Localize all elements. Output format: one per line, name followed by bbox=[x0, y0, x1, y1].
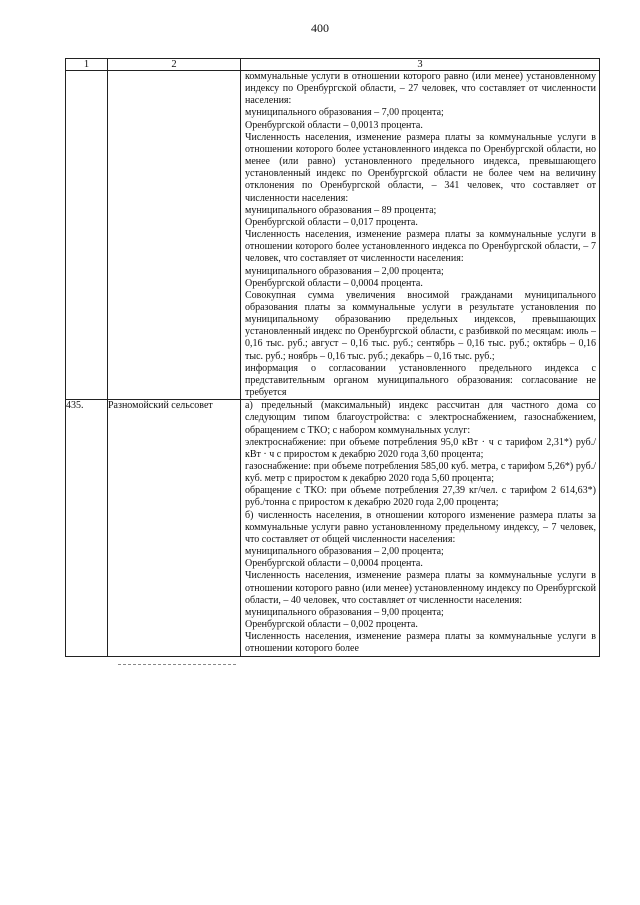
paragraph: муниципального образования – 89 процента; bbox=[245, 204, 437, 216]
paragraph: Численность населения, изменение размера платы за коммунальные услуги в отношении которого равно (или менее) установленному индексу по Оренбургской области, – 40 человек, что составляет от численности населения: bbox=[245, 570, 596, 606]
paragraph: а) предельный (максимальный) индекс рассчитан для частного дома со следующим типом благоустройства: с электроснабжением, газоснабжением, обращением с ТКО; с набором коммунальных услуг: bbox=[245, 400, 596, 436]
scan-artifact-line bbox=[118, 664, 236, 665]
paragraph: информация о согласовании установленного предельного индекса с представительным органом муниципального образования: согласование не требуется bbox=[245, 362, 596, 399]
data-table bbox=[65, 58, 600, 657]
paragraph: б) численность населения, в отношении которого изменение размера платы за коммунальные услуги равно установленному предельному индексу, – 7 человек, что составляет от общей численности населения: bbox=[245, 509, 596, 545]
row-content bbox=[241, 71, 600, 400]
column-header-2: 2 bbox=[108, 59, 241, 71]
paragraph: Численность населения, изменение размера платы за коммунальные услуги в отношении которого более установленного индекса по Оренбургской области, – 7 человек, что составляет от численности населения: bbox=[245, 229, 596, 265]
table-row bbox=[66, 400, 600, 656]
column-header-3: 3 bbox=[241, 59, 600, 71]
table-header-row bbox=[66, 59, 600, 71]
row-number: 435. bbox=[66, 400, 108, 656]
paragraph: электроснабжение: при объеме потребления 95,0 кВт · ч с тарифом 2,31*) руб./кВт · ч с приростом к декабрю 2020 года 3,60 процента; bbox=[245, 436, 596, 460]
paragraph: муниципального образования – 9,00 процента; bbox=[245, 606, 444, 618]
page-number: 400 bbox=[311, 21, 329, 35]
paragraph: обращение с ТКО: при объеме потребления 27,39 кг/чел. с тарифом 2 614,63*) руб./тонна с приростом к декабрю 2020 года 2,00 процента; bbox=[245, 485, 596, 509]
row-number bbox=[66, 71, 108, 400]
paragraph: Оренбургской области – 0,002 процента. bbox=[245, 619, 418, 631]
paragraph: Оренбургской области – 0,017 процента. bbox=[245, 216, 418, 228]
row-name bbox=[108, 71, 241, 400]
paragraph: Оренбургской области – 0,0013 процента. bbox=[245, 119, 423, 131]
paragraph: муниципального образования – 2,00 процента; bbox=[245, 546, 444, 558]
table-row bbox=[66, 71, 600, 400]
paragraph: газоснабжение: при объеме потребления 585,00 куб. метра, с тарифом 5,26*) руб./куб. метр с приростом к декабрю 2020 года 5,60 процента; bbox=[245, 461, 596, 485]
paragraph: коммунальные услуги в отношении которого равно (или менее) установленному индексу по Оренбургской области, – 27 человек, что составляет от численности населения: bbox=[245, 71, 596, 107]
paragraph: Совокупная сумма увеличения вносимой гражданами муниципального образования платы за коммунальные услуги в результате установления по муниципальному образованию предельных индексов, превышающих установленный индекс по Оренбургской области, с разбивкой по месяцам: июль – 0,16 тыс. руб.; август – 0,16 тыс. руб.; сентябрь – 0,16 тыс. руб.; октябрь – 0,16 тыс. руб.; ноябрь – 0,16 тыс. руб.; декабрь – 0,16 тыс. руб.; bbox=[245, 289, 596, 362]
row-name: Разномойский сельсовет bbox=[108, 400, 241, 656]
paragraph: Численность населения, изменение размера платы за коммунальные услуги в отношении которого более bbox=[245, 631, 596, 655]
paragraph: муниципального образования – 7,00 процента; bbox=[245, 107, 444, 119]
column-header-1: 1 bbox=[66, 59, 108, 71]
paragraph: Оренбургской области – 0,0004 процента. bbox=[245, 558, 423, 570]
paragraph: Численность населения, изменение размера платы за коммунальные услуги в отношении которого более установленного индекса по Оренбургской области, но менее (или равно) установленного предельного индекса, превышающего установленный индекс по Оренбургской области не более чем на величину отклонения по Оренбургской области, – 341 человек, что составляет от численности населения: bbox=[245, 131, 596, 204]
paragraph: муниципального образования – 2,00 процента; bbox=[245, 265, 444, 277]
paragraph: Оренбургской области – 0,0004 процента. bbox=[245, 277, 423, 289]
row-content bbox=[241, 400, 600, 656]
